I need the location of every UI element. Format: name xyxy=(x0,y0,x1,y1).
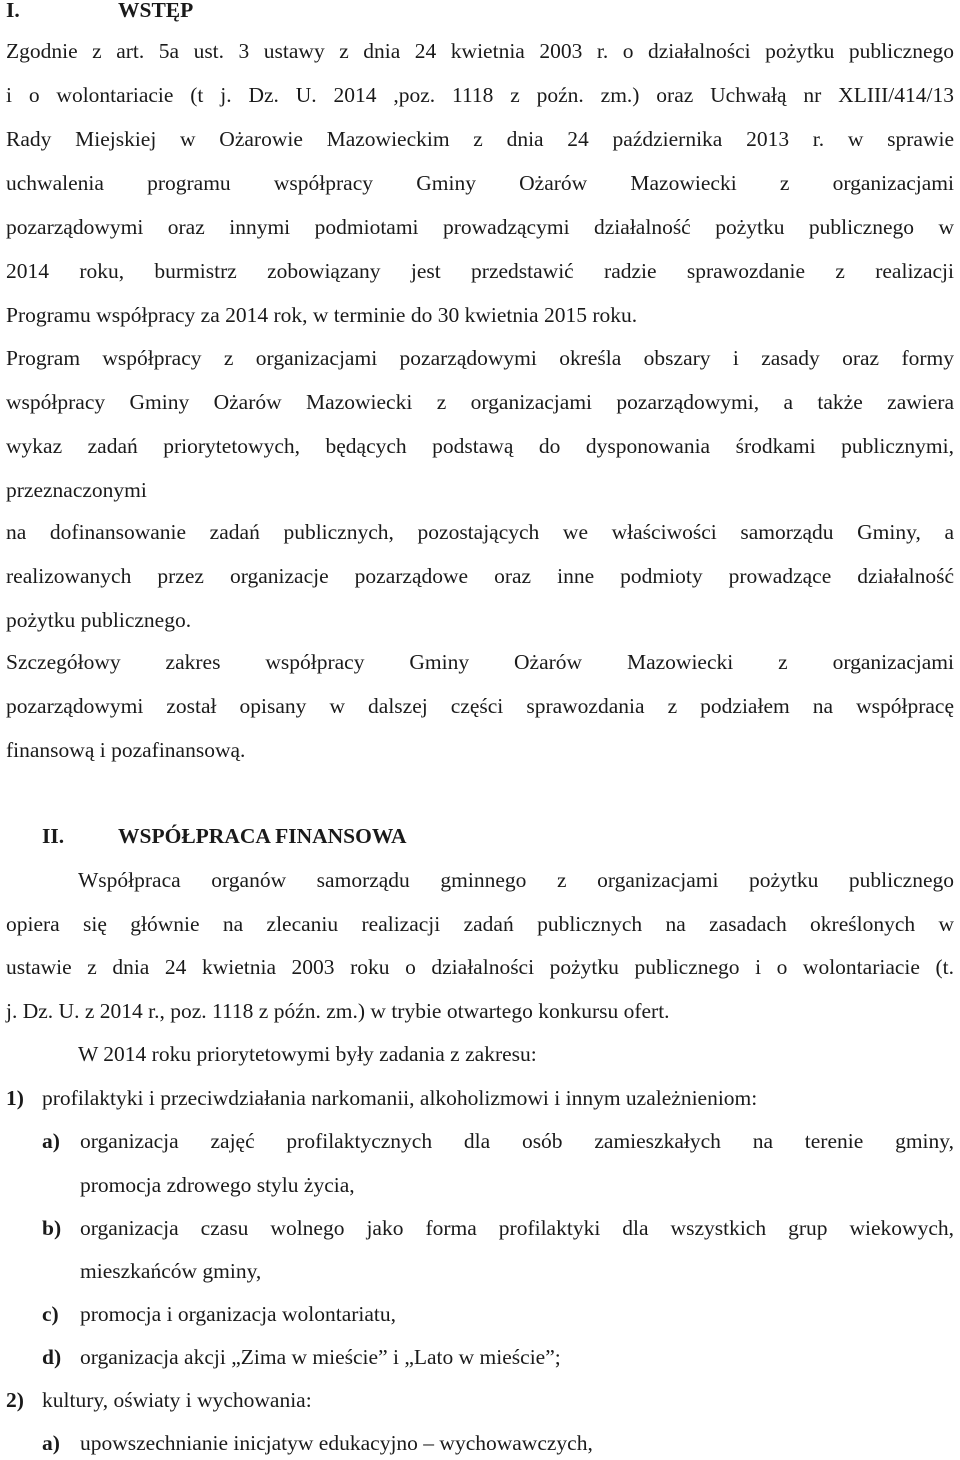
paragraph-line: wykaz zadań priorytetowych, będących podstawą do dysponowania środkami publicznymi, xyxy=(6,434,954,458)
paragraph-line: Programu współpracy za 2014 rok, w terminie do 30 kwietnia 2015 roku. xyxy=(6,303,638,327)
sub-list-text: organizacja akcji „Zima w mieście” i „Lato w mieście”; xyxy=(80,1345,561,1369)
paragraph-line: opiera się głównie na zlecaniu realizacji zadań publicznych na zasadach określonych w xyxy=(6,912,954,936)
paragraph-line: i o wolontariacie (t j. Dz. U. 2014 ,poz. 1118 z poźn. zm.) oraz Uchwałą nr XLIII/414/13 xyxy=(6,83,954,107)
sub-list-item xyxy=(6,1213,954,1243)
list-text: kultury, oświaty i wychowania: xyxy=(42,1388,312,1412)
section-title: WSPÓŁPRACA FINANSOWA xyxy=(118,824,407,848)
section-number: I. xyxy=(6,0,20,22)
paragraph-line: pozarządowymi został opisany w dalszej części sprawozdania z podziałem na współpracę xyxy=(6,694,954,718)
paragraph-line: W 2014 roku priorytetowymi były zadania z zakresu: xyxy=(78,1042,537,1066)
paragraph-line: 2014 roku, burmistrz zobowiązany jest przedstawić radzie sprawozdanie z realizacji xyxy=(6,259,954,283)
section-heading xyxy=(6,821,954,851)
list-item xyxy=(6,1385,954,1415)
sub-list-label: c) xyxy=(42,1302,59,1326)
sub-list-item xyxy=(6,1428,954,1458)
paragraph-line: Szczegółowy zakres współpracy Gminy Ożarów Mazowiecki z organizacjami xyxy=(6,650,954,674)
paragraph-line: przeznaczonymi xyxy=(6,478,147,502)
section-title: WSTĘP xyxy=(118,0,194,22)
sub-list-text: promocja i organizacja wolontariatu, xyxy=(80,1302,397,1326)
list-text: profilaktyki i przeciwdziałania narkomanii, alkoholizmowi i innym uzależnieniom: xyxy=(42,1086,758,1110)
sub-list-text: organizacja czasu wolnego jako forma profilaktyki dla wszystkich grup wiekowych, xyxy=(80,1216,954,1240)
paragraph-line: pożytku publicznego. xyxy=(6,608,192,632)
paragraph-line: uchwalenia programu współpracy Gminy Ożarów Mazowiecki z organizacjami xyxy=(6,171,954,195)
sub-list-continuation: mieszkańców gminy, xyxy=(80,1259,262,1283)
paragraph-line: Rady Miejskiej w Ożarowie Mazowieckim z dnia 24 października 2013 r. w sprawie xyxy=(6,127,954,151)
paragraph-line: pozarządowymi oraz innymi podmiotami prowadzącymi działalność pożytku publicznego w xyxy=(6,215,954,239)
sub-list-item xyxy=(6,1342,954,1372)
sub-list-text: upowszechnianie inicjatyw edukacyjno – wychowawczych, xyxy=(80,1431,593,1455)
sub-list-item xyxy=(6,1126,954,1156)
sub-list-item xyxy=(6,1299,954,1329)
sub-list-label: a) xyxy=(42,1431,60,1455)
sub-list-label: b) xyxy=(42,1216,62,1240)
section-number: II. xyxy=(42,824,65,848)
sub-list-text: organizacja zajęć profilaktycznych dla osób zamieszkałych na terenie gminy, xyxy=(80,1129,954,1153)
list-item xyxy=(6,1083,954,1113)
list-number: 2) xyxy=(6,1388,24,1412)
paragraph-line: na dofinansowanie zadań publicznych, pozostających we właściwości samorządu Gminy, a xyxy=(6,520,954,544)
section-heading xyxy=(6,0,954,25)
paragraph-line: Program współpracy z organizacjami pozarządowymi określa obszary i zasady oraz formy xyxy=(6,346,954,370)
sub-list-label: a) xyxy=(42,1129,60,1153)
paragraph-line: realizowanych przez organizacje pozarządowe oraz inne podmioty prowadzące działalność xyxy=(6,564,954,588)
paragraph-line: j. Dz. U. z 2014 r., poz. 1118 z późn. zm.) w trybie otwartego konkursu ofert. xyxy=(6,999,670,1023)
list-number: 1) xyxy=(6,1086,24,1110)
paragraph-line: współpracy Gminy Ożarów Mazowiecki z organizacjami pozarządowymi, a także zawiera xyxy=(6,390,954,414)
sub-list-label: d) xyxy=(42,1345,62,1369)
paragraph-line: Współpraca organów samorządu gminnego z organizacjami pożytku publicznego xyxy=(78,868,954,892)
paragraph-line: finansową i pozafinansową. xyxy=(6,738,246,762)
sub-list-continuation: promocja zdrowego stylu życia, xyxy=(80,1173,355,1197)
paragraph-line: Zgodnie z art. 5a ust. 3 ustawy z dnia 24 kwietnia 2003 r. o działalności pożytku publicznego xyxy=(6,39,954,63)
paragraph-line: ustawie z dnia 24 kwietnia 2003 roku o działalności pożytku publicznego i o wolontariacie (t. xyxy=(6,955,954,979)
